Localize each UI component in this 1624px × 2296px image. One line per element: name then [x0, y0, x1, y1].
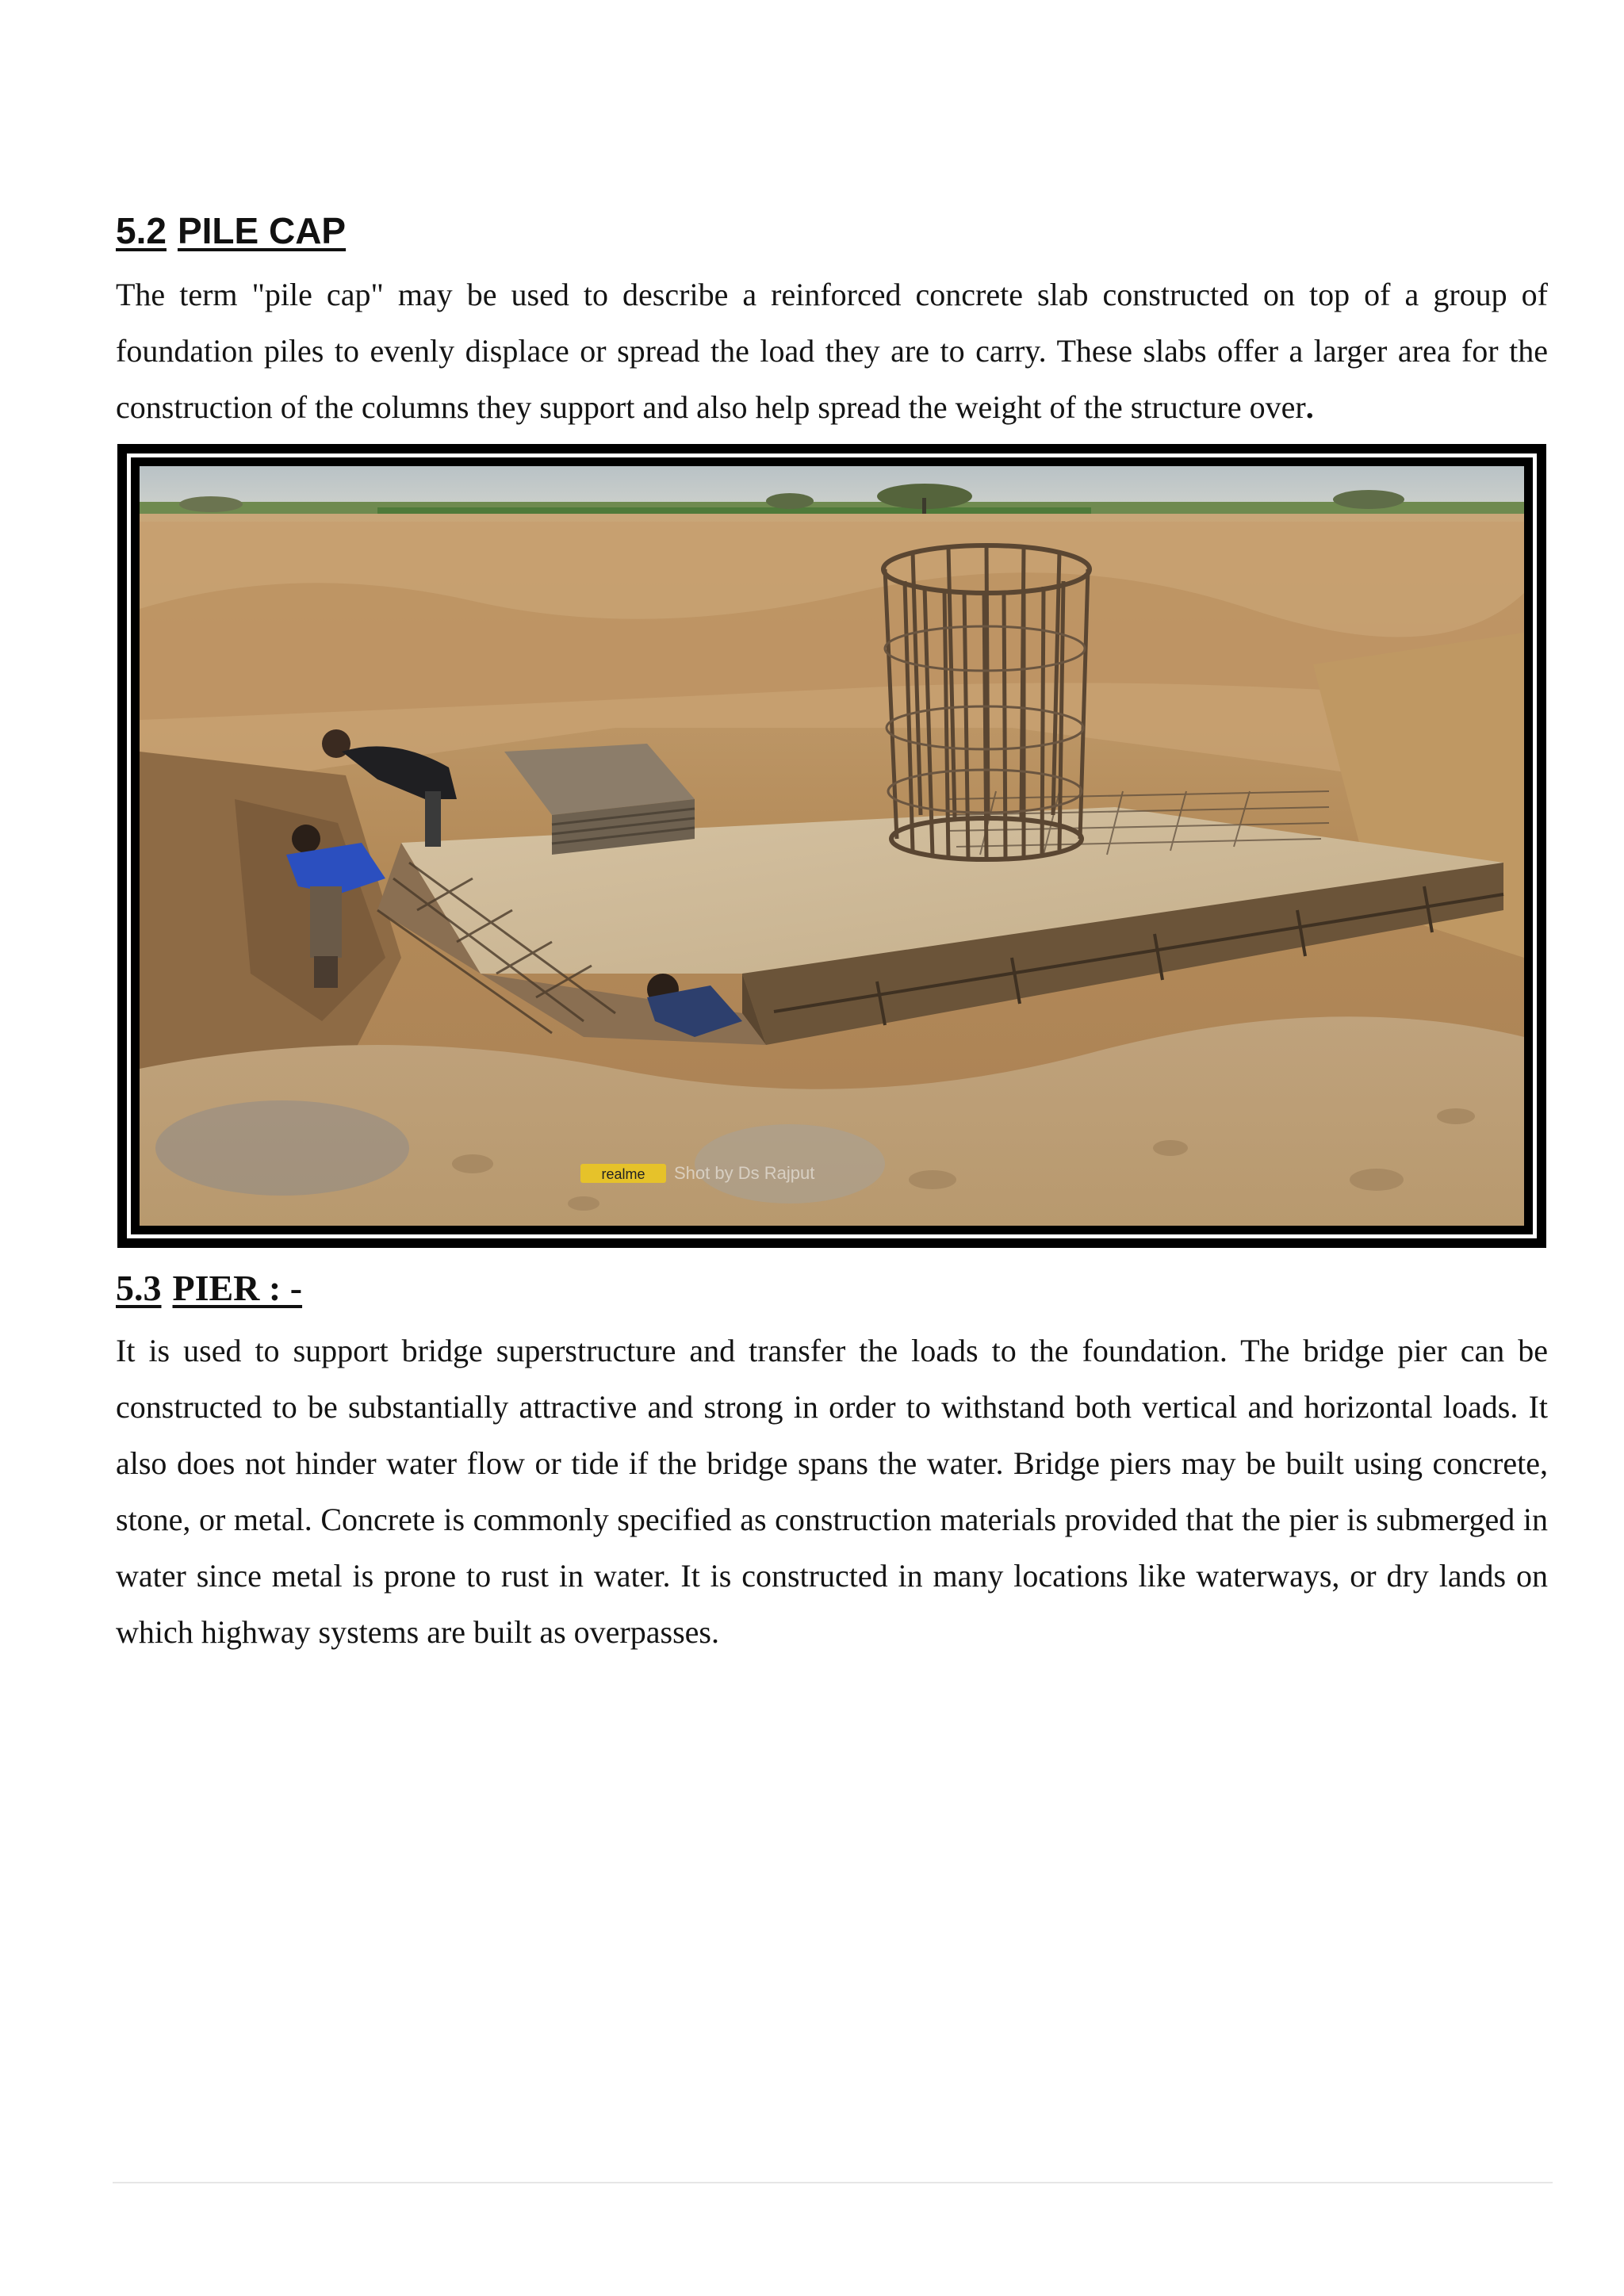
section-heading-pier	[116, 1267, 302, 1309]
section-number: 5.3	[116, 1268, 162, 1308]
section-title: PILE CAP	[177, 210, 347, 251]
section-number: 5.2	[116, 210, 167, 251]
paragraph-text: It is used to support bridge superstructure and transfer the loads to the foundation. The bridge pier can be constructed to be substantially attractive and strong in order to withstand both vertical and horizontal loads. It also does not hinder water flow or tide if the bridge spans the water. Bridge piers may be built using concrete, stone, or metal. Concrete is commonly specified as construction materials provided that the pier is submerged in water since metal is prone to rust in water. It is constructed in many locations like waterways, or dry lands on which highway systems are built as overpasses.	[116, 1333, 1548, 1650]
paragraph-pile-cap	[116, 266, 1548, 435]
paragraph-end-period: .	[1305, 389, 1314, 425]
paragraph-text: The term "pile cap" may be used to describe a reinforced concrete slab constructed on top of a group of foundation piles to evenly displace or spread the load they are to carry. These slabs offer a larger area for the construction of the columns they support and also help spread the weight of the structure over	[116, 277, 1548, 425]
photo-illustration	[140, 466, 1524, 1226]
pile-cap-construction-photo	[140, 466, 1524, 1226]
paragraph-pier	[116, 1322, 1548, 1660]
section-title: PIER : -	[172, 1268, 303, 1308]
watermark-caption: Shot by Ds Rajput	[674, 1163, 815, 1183]
section-heading-pile-cap	[116, 209, 346, 252]
watermark-brand: realme	[601, 1166, 645, 1182]
photo-frame	[117, 444, 1546, 1248]
footer-divider	[113, 2182, 1553, 2183]
